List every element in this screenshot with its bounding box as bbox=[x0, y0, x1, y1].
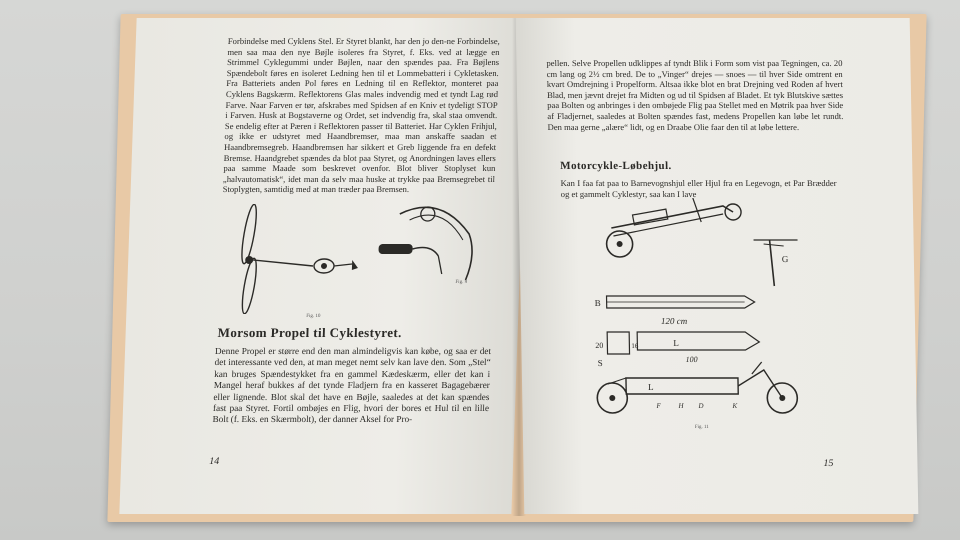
section-heading-propel: Morsom Propel til Cyklestyret. bbox=[217, 325, 403, 340]
label-height-16: 16 bbox=[631, 342, 639, 350]
left-page-text-bottom: Denne Propel er større end den man almindeligvis kan købe, og saa er det det interessante ved den, at man meget nemt selv kan lave den. Som „Stel“ kan bruges Spændestykket fra en gammel Kædeskærm, eller det kan i Mangel heraf bukkes af det tynde Fladjern fra en kasseret Bagagebærer eller lignende. Blot skal det have en Bøjle, saaledes at det kan spændes fast paa Styret. Fortil ombøjes en Flig, hvori der bores et Hul til en lille Bolt (f. Eks. en Skærmbolt), der danner Aksel for Pro- bbox=[212, 346, 492, 425]
left-page-number: 14 bbox=[208, 456, 220, 467]
propeller-drawing bbox=[226, 204, 390, 314]
left-page bbox=[119, 18, 528, 514]
label-l-bottom: L bbox=[648, 382, 654, 392]
right-page-text-mid: Kan I faa fat paa to Barnevognshjul eller Hjul fra en Legevogn, et Par Brædder og et gammelt Cyklestyr, saa kan I lave bbox=[560, 178, 837, 199]
fig-11-caption: Fig. 11 bbox=[694, 425, 709, 430]
left-page-text-top: Forbindelse med Cyklens Stel. Er Styret blankt, har den jo den-ne Forbindelse, men saa maa den nye Bøjle isoleres fra Styret, f. Eks. ved at lægge en Strimmel Cyklegummi under Bøjlen, naar den spændes paa. Fra Bøjlens Spændebolt føres en isoleret Ledning hen til et Lommebatteri i Cykletasken. Fra Batteriets anden Pol føres en Ledning til en Reflektor, monteret paa Cyklens Bagskærm. Reflektorens Glas males indvendig med et tyndt Lag rød Farve. Naar Farven er tør, afskrabes med Spidsen af en Kniv et tydeligt STOP i Farven. Husk at Bogstaverne og Ordet, set indvendig fra, skal staa omvendt. Se endelig efter at Pæren i Reflektoren passer til Batteriet. Har Cyklen Frihjul, og ikke er udstyret med Haandbremser, maa man anskaffe saadan et Haandbremsegreb. Haandbremsen har sikkert et Greb liggende fra en defekt Bremse. Haandgrebet spændes da blot paa Styret, og Anordningen laves ellers paa samme Maade som beskrevet ovenfor. Blot bliver Stoplyset kun „halvautomatisk“, idet man da selv maa huske at trykke paa Bremsegrebet til Stoplygten, samtidig med at man træder paa Bremsen. bbox=[222, 36, 501, 195]
plank-s bbox=[607, 332, 629, 354]
label-f: F bbox=[656, 402, 661, 410]
plank-l bbox=[637, 332, 759, 350]
label-width-20: 20 bbox=[595, 341, 604, 350]
plank-b bbox=[607, 296, 755, 308]
right-page-text-top: pellen. Selve Propellen udklippes af tyndt Blik i Form som vist paa Tegningen, ca. 20 cm lang og 2½ cm bred. De to „Vinger“ drejes — snoes — til hver Side omtrent en kvart Omdrejning i Propelform. Altsaa ikke blot en brat Drejning ved Roden af hvert Blad, men jævnt drejet fra Midten og ud til Spidsen af Bladet. Et tyk Blutskive sættes paa Bolten og anbringes i den ombøjede Flig paa Stellet med en Møtrik paa hver Side af Fladjernet, saaledes at Bolten spændes fast, medens Propellen kan løbe let rundt. Den maa gerne „alære“ lidt, og en Draabe Olie faar den til at løbe lettere. bbox=[546, 58, 844, 132]
right-page-number: 15 bbox=[823, 458, 834, 469]
section-heading-scooter: Motorcykle-Løbehjul. bbox=[560, 160, 672, 172]
label-length-100: 100 bbox=[685, 355, 698, 364]
fig-9-caption: Fig. 9 bbox=[455, 280, 468, 285]
fig-10-caption: Fig. 10 bbox=[306, 314, 321, 319]
label-g: G bbox=[781, 254, 789, 264]
scooter-assembled bbox=[597, 362, 798, 413]
label-b: B bbox=[594, 298, 601, 308]
right-page bbox=[516, 18, 919, 514]
scooter-drawings bbox=[583, 198, 827, 422]
label-s: S bbox=[597, 358, 603, 368]
label-d: D bbox=[698, 402, 704, 410]
label-length-120: 120 cm bbox=[660, 316, 688, 326]
bolt-detail-g bbox=[754, 240, 799, 286]
label-k: K bbox=[732, 402, 738, 410]
scooter-sketch-top bbox=[606, 198, 742, 257]
handlebar-brake-drawing bbox=[367, 194, 480, 284]
label-l: L bbox=[673, 338, 679, 348]
label-h: H bbox=[678, 402, 684, 410]
